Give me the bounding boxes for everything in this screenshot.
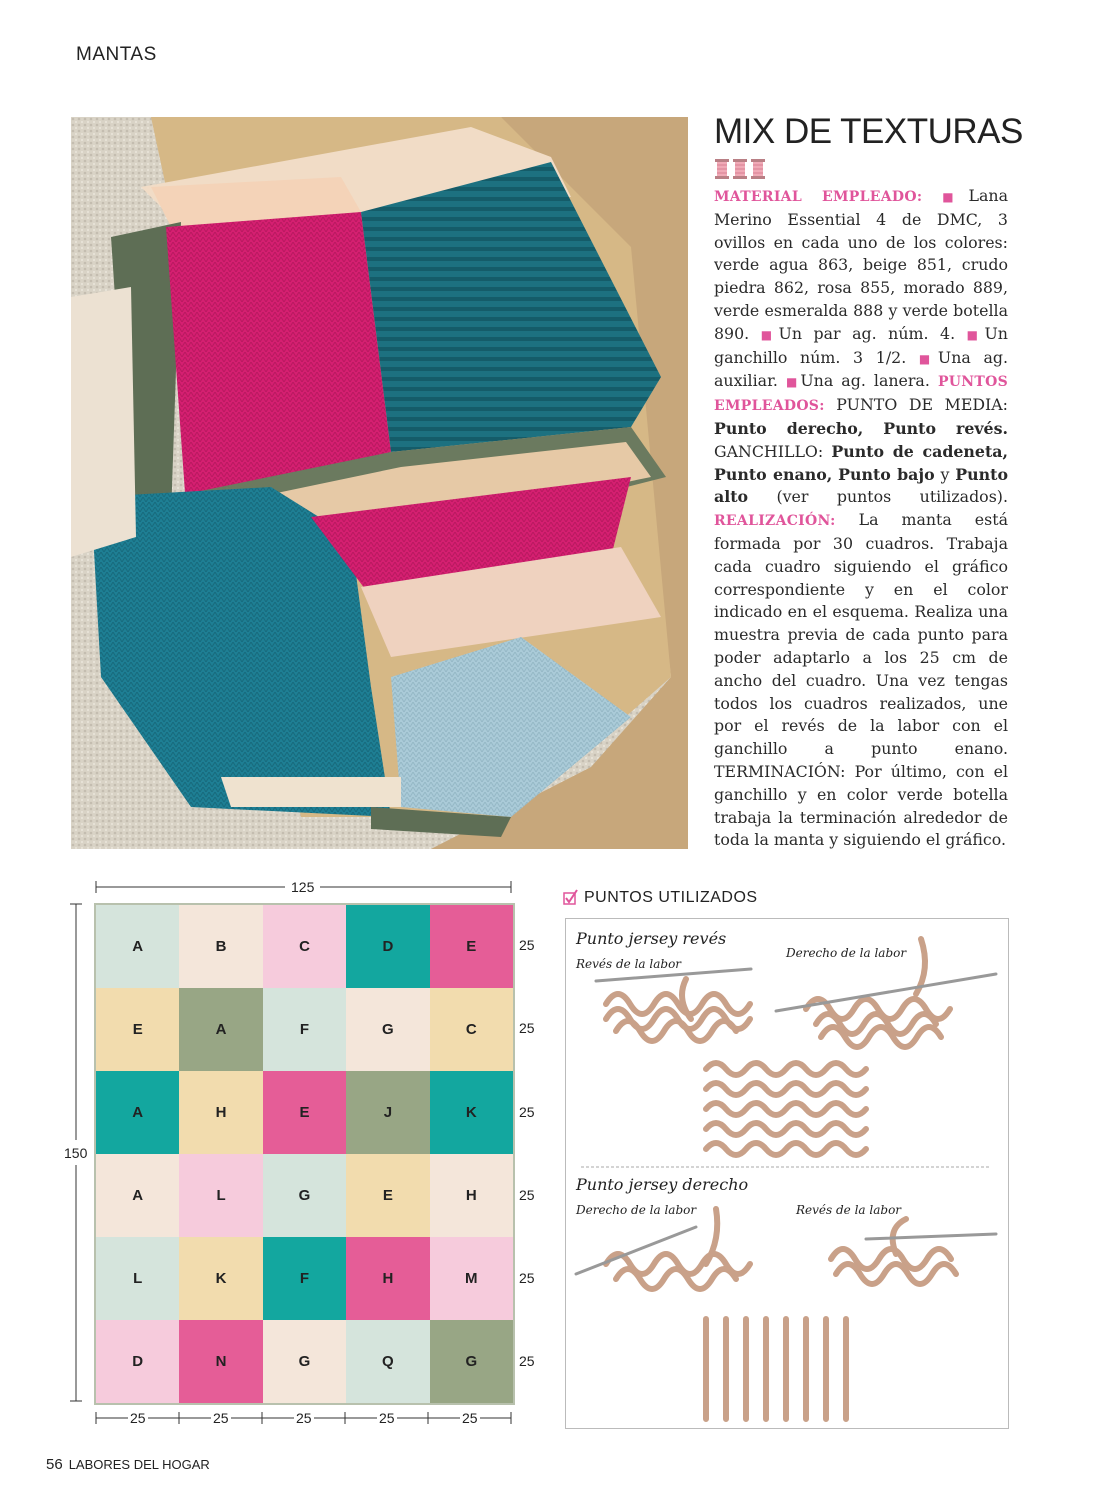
scheme-cell: C (430, 988, 513, 1071)
col-dimension: 25 (379, 1410, 395, 1426)
scheme-cell: L (96, 1237, 179, 1320)
scheme-cell: C (263, 905, 346, 988)
bullet-square-icon: ■ (918, 351, 938, 366)
blanket-scheme-grid (94, 903, 515, 1405)
scheme-cell: G (346, 988, 429, 1071)
conjunction: y (940, 464, 950, 484)
col-dimension: 25 (296, 1410, 312, 1426)
scheme-cell: A (179, 988, 262, 1071)
material-text: Un ganchillo núm. 3 1/2. (714, 323, 1008, 367)
page-number: 56 (46, 1456, 63, 1473)
puntos-ganchillo: GANCHILLO: (714, 441, 824, 461)
row-dimension: 25 (519, 1270, 535, 1286)
realizacion-label: REALIZACIÓN: (714, 513, 836, 530)
scheme-cell: G (263, 1320, 346, 1403)
height-label: 150 (64, 1145, 88, 1161)
col-dimension: 25 (130, 1410, 146, 1426)
col-dimension: 25 (462, 1410, 478, 1426)
puntos-media: PUNTO DE MEDIA: (836, 395, 1008, 415)
puntos-media-list: Punto derecho, Punto revés. (714, 418, 1008, 438)
scheme-cell: A (96, 1154, 179, 1237)
reves-caption-1: Revés de la labor (576, 957, 682, 971)
scheme-cell: A (96, 905, 179, 988)
material-text: Un par ag. núm. 4. (778, 323, 956, 343)
bullet-square-icon: ■ (942, 190, 969, 204)
scheme-cell: E (346, 1154, 429, 1237)
scheme-cell: D (346, 905, 429, 988)
scheme-cell: N (179, 1320, 262, 1403)
scheme-cell: E (263, 1071, 346, 1154)
material-text: Lana Merino Essential 4 de DMC, 3 ovillos en cada uno de los colores: verde agua 863, beige 851, crudo piedra 862, rosa 855, morado 889, verde esmeralda 888 y verde botella 890. (714, 186, 1008, 343)
row-dimension: 25 (519, 1187, 535, 1203)
punto-cadeneta: Punto de cadeneta, (831, 441, 1009, 461)
scheme-cell: Q (346, 1320, 429, 1403)
scheme-cell: G (430, 1320, 513, 1403)
scheme-cell: F (263, 988, 346, 1071)
scheme-cell: D (96, 1320, 179, 1403)
section-label: MANTAS (76, 44, 157, 65)
bullet-square-icon: ■ (785, 375, 801, 390)
scheme-cell: E (96, 988, 179, 1071)
punto-bajo: Punto bajo (838, 464, 935, 484)
scheme-cell: L (179, 1154, 262, 1237)
row-dimension: 25 (519, 1104, 535, 1120)
scheme-cell: K (430, 1071, 513, 1154)
material-text: Una ag. lanera. (800, 371, 930, 391)
scheme-cell: H (346, 1237, 429, 1320)
scheme-cell: K (179, 1237, 262, 1320)
row-dimension: 25 (519, 937, 535, 953)
scheme-cell: F (263, 1237, 346, 1320)
puntos-label: PUNTOS EMPLEADOS: (714, 374, 1008, 415)
scheme-cell: J (346, 1071, 429, 1154)
punto-alto: Punto alto (714, 464, 1008, 507)
puntos-heading (562, 889, 758, 907)
derecho-caption-2: Revés de la labor (796, 1203, 902, 1217)
stitch-illustrations (566, 919, 1008, 1428)
magazine-name: LABORES DEL HOGAR (68, 1457, 210, 1472)
row-dimension: 25 (519, 1020, 535, 1036)
bullet-square-icon: ■ (966, 327, 985, 342)
scheme-cell: A (96, 1071, 179, 1154)
row-dimension: 25 (519, 1353, 535, 1369)
material-label: MATERIAL EMPLEADO: (714, 189, 923, 205)
derecho-title: Punto jersey derecho (576, 1175, 749, 1194)
scheme-cell: H (430, 1154, 513, 1237)
checkbox-icon (562, 889, 580, 907)
scheme-cell: M (430, 1237, 513, 1320)
page-footer (46, 1456, 210, 1473)
bullet-square-icon: ■ (760, 327, 779, 342)
material-text: Una ag. auxiliar. (714, 347, 1008, 391)
col-dimension: 25 (213, 1410, 229, 1426)
punto-enano: Punto enano, (714, 464, 833, 484)
reves-caption-2: Derecho de la labor (786, 946, 907, 960)
scheme-cell: E (430, 905, 513, 988)
scheme-cell: G (263, 1154, 346, 1237)
puntos-heading-text: PUNTOS UTILIZADOS (584, 889, 758, 906)
derecho-caption-1: Derecho de la labor (576, 1203, 697, 1217)
puntos-panel (565, 918, 1009, 1429)
width-label: 125 (291, 879, 315, 895)
puntos-ver: (ver puntos utilizados). (776, 487, 1008, 507)
reves-title: Punto jersey revés (576, 929, 727, 948)
realizacion-text: La manta está formada por 30 cuadros. Trabaja cada cuadro siguiendo el gráfico correspondiente y en el color indicado en el esquema. Realiza una muestra previa de cada punto para poder adaptarlo a los 25 cm de ancho del cuadro. Una vez tengas todos los cuadros realizados, une por el revés de la labor con el ganchillo a punto enano. (714, 510, 1008, 759)
terminacion-text: TERMINACIÓN: Por último, con el ganchillo y en color verde botella trabaja la terminación alrededor de toda la manta y siguiendo el gráfico. (714, 761, 1008, 850)
article-title: MIX DE TEXTURAS (714, 112, 1023, 151)
scheme-cell: B (179, 905, 262, 988)
scheme-cell: H (179, 1071, 262, 1154)
